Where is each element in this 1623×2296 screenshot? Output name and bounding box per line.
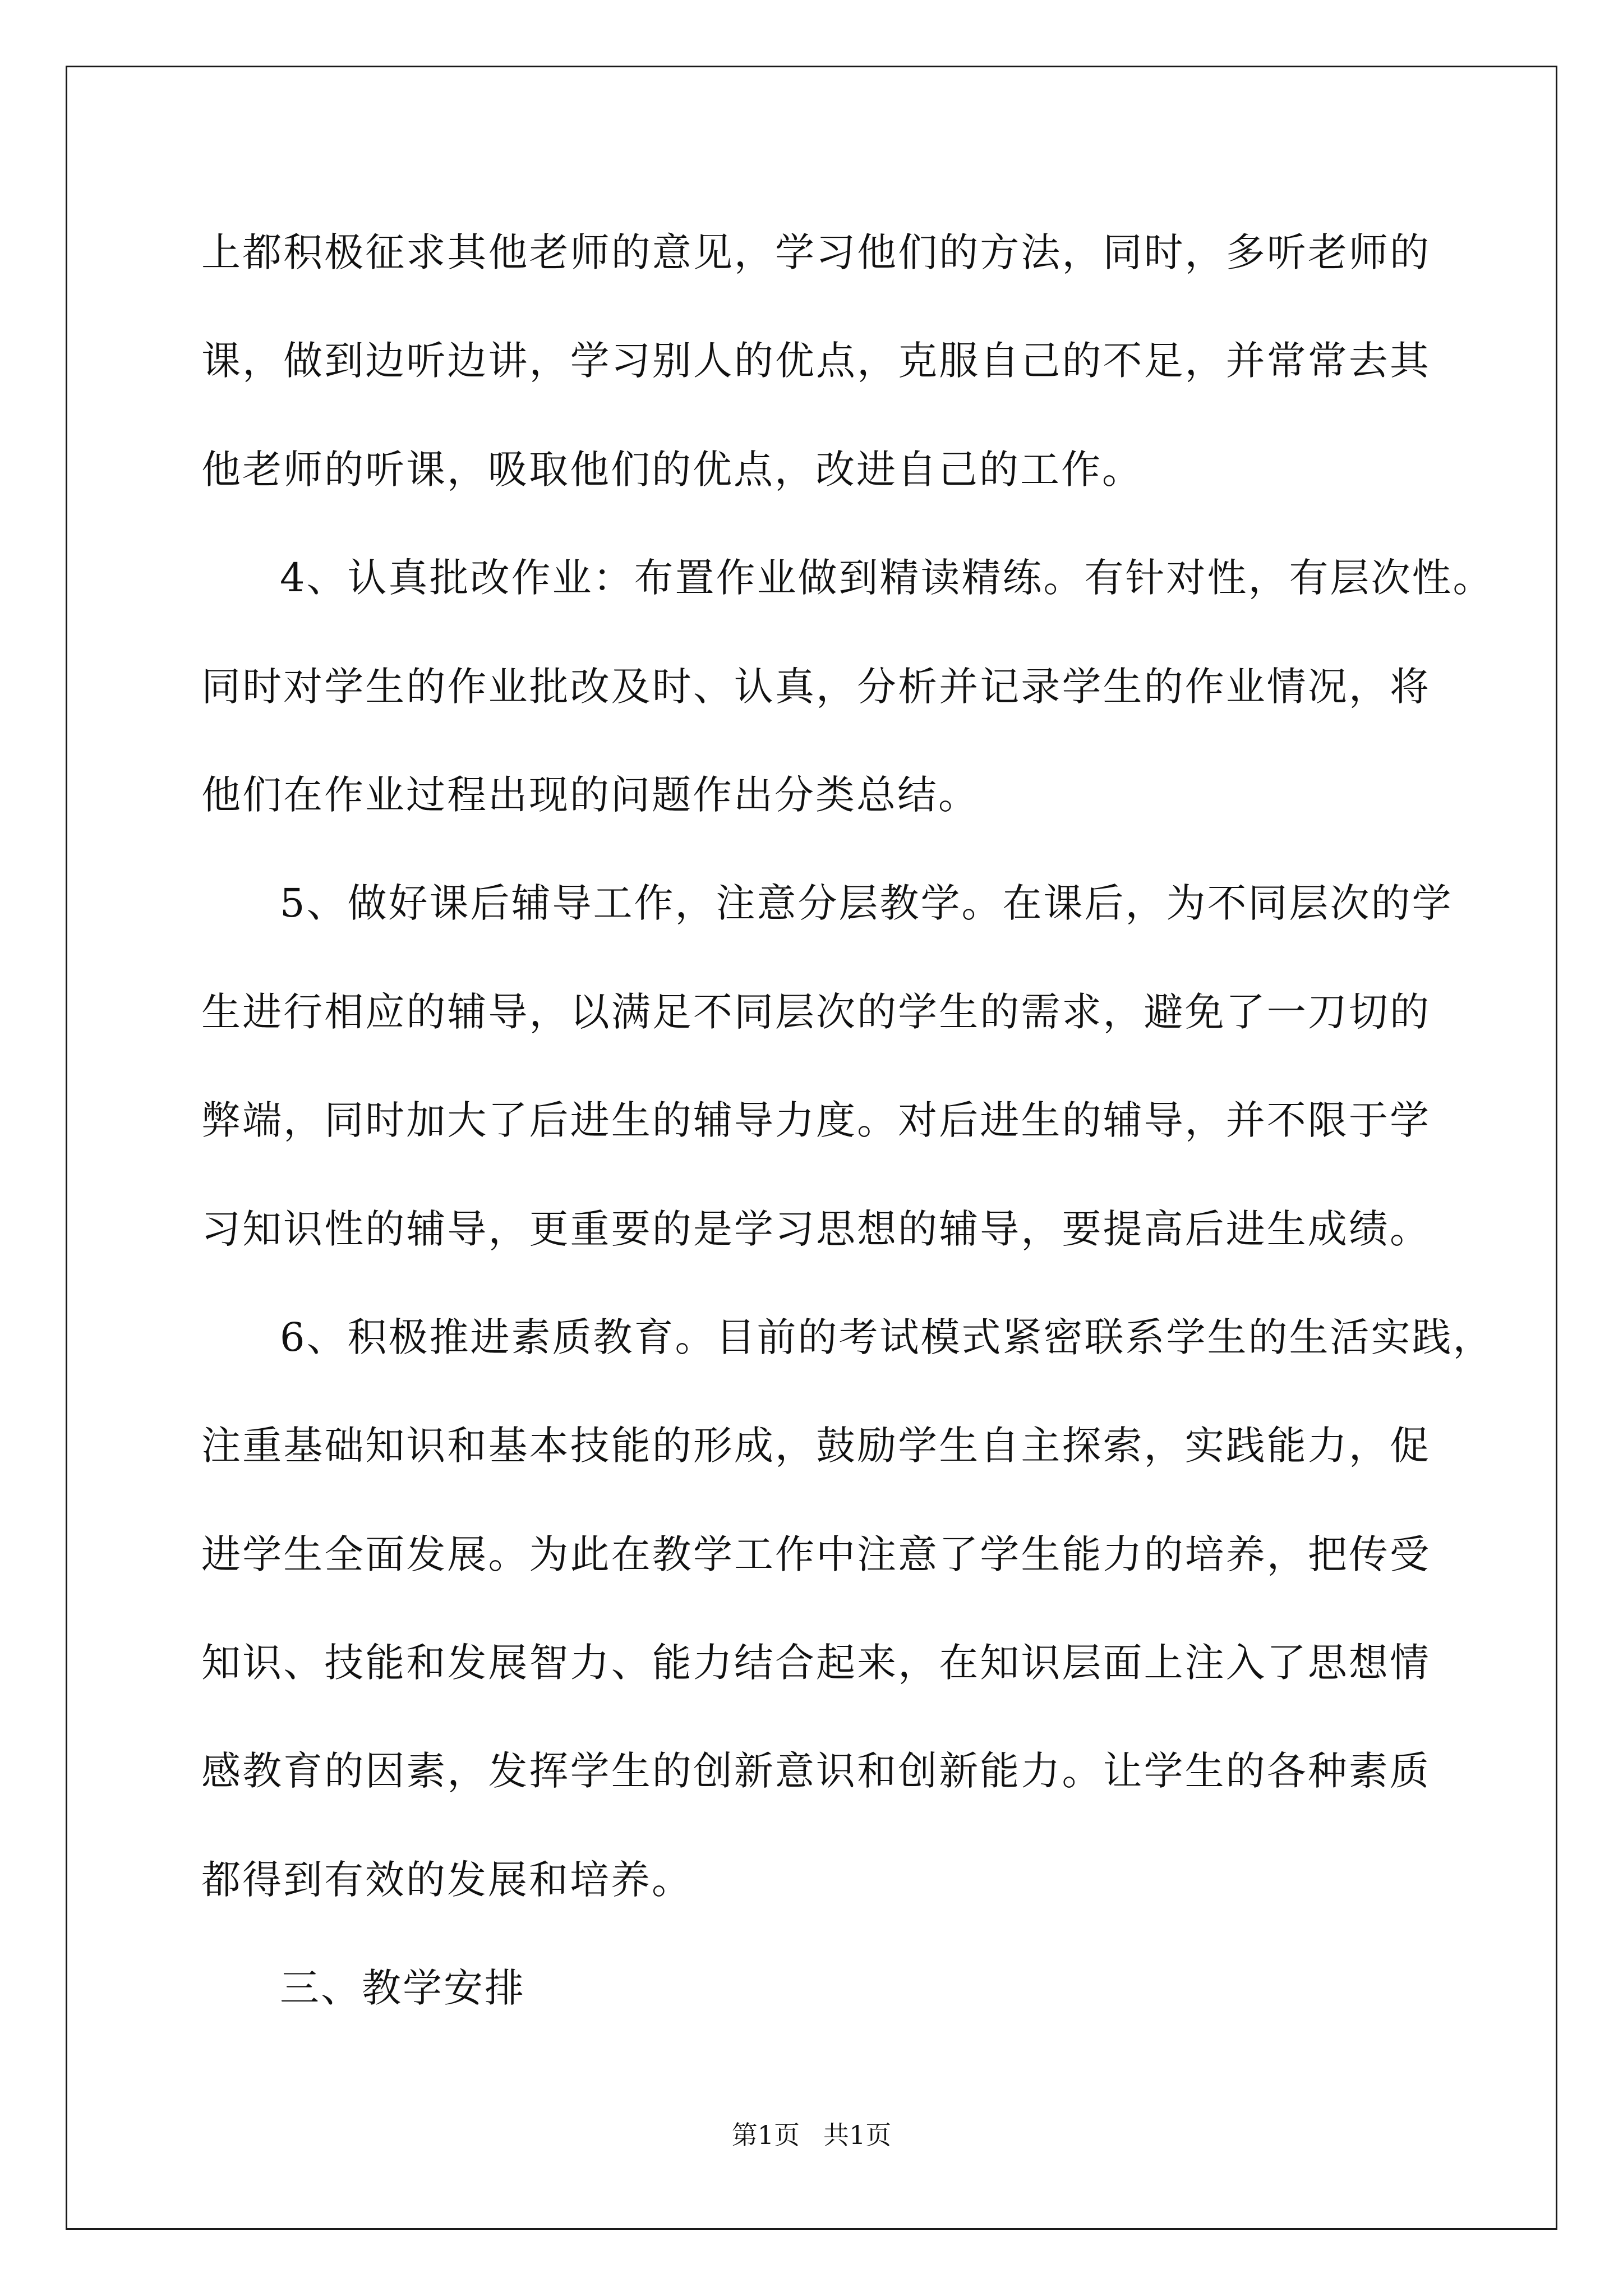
text-line: 他们在作业过程出现的问题作出分类总结。 (201, 771, 979, 818)
text-line: 弊端，同时加大了后进生的辅导力度。对后进生的辅导，并不限于学 (201, 1097, 1431, 1144)
text-line: 感教育的因素，发挥学生的创新意识和创新能力。让学生的各种素质 (201, 1748, 1431, 1795)
section-heading: 三、教学安排 (280, 1965, 525, 2012)
text-line: 上都积极征求其他老师的意见，学习他们的方法，同时，多听老师的 (201, 229, 1431, 275)
text-line: 同时对学生的作业批改及时、认真，分析并记录学生的作业情况，将 (201, 663, 1431, 710)
text-line: 生进行相应的辅导，以满足不同层次的学生的需求，避免了一刀切的 (201, 988, 1431, 1035)
page-total: 共1页 (823, 2120, 892, 2150)
text-line: 他老师的听课，吸取他们的优点，改进自己的工作。 (201, 446, 1143, 493)
text-line: 知识、技能和发展智力、能力结合起来，在知识层面上注入了思想情 (201, 1640, 1431, 1686)
text-line: 6、积极推进素质教育。目前的考试模式紧密联系学生的生活实践， (280, 1314, 1494, 1360)
text-line: 都得到有效的发展和培养。 (201, 1856, 693, 1903)
page-footer (0, 2118, 1623, 2152)
text-line: 课，做到边听边讲，学习别人的优点，克服自己的不足，并常常去其 (201, 338, 1431, 384)
text-line: 5、做好课后辅导工作，注意分层教学。在课后，为不同层次的学 (280, 880, 1453, 927)
document-body (201, 219, 1494, 2063)
text-line: 注重基础知识和基本技能的形成，鼓励学生自主探索，实践能力，促 (201, 1423, 1431, 1469)
text-line: 4、认真批改作业：布置作业做到精读精练。有针对性，有层次性。 (280, 555, 1494, 601)
page-number: 第1页 (731, 2120, 800, 2150)
text-line: 习知识性的辅导，更重要的是学习思想的辅导，要提高后进生成绩。 (201, 1205, 1431, 1252)
text-line: 进学生全面发展。为此在教学工作中注意了学生能力的培养，把传受 (201, 1531, 1431, 1577)
